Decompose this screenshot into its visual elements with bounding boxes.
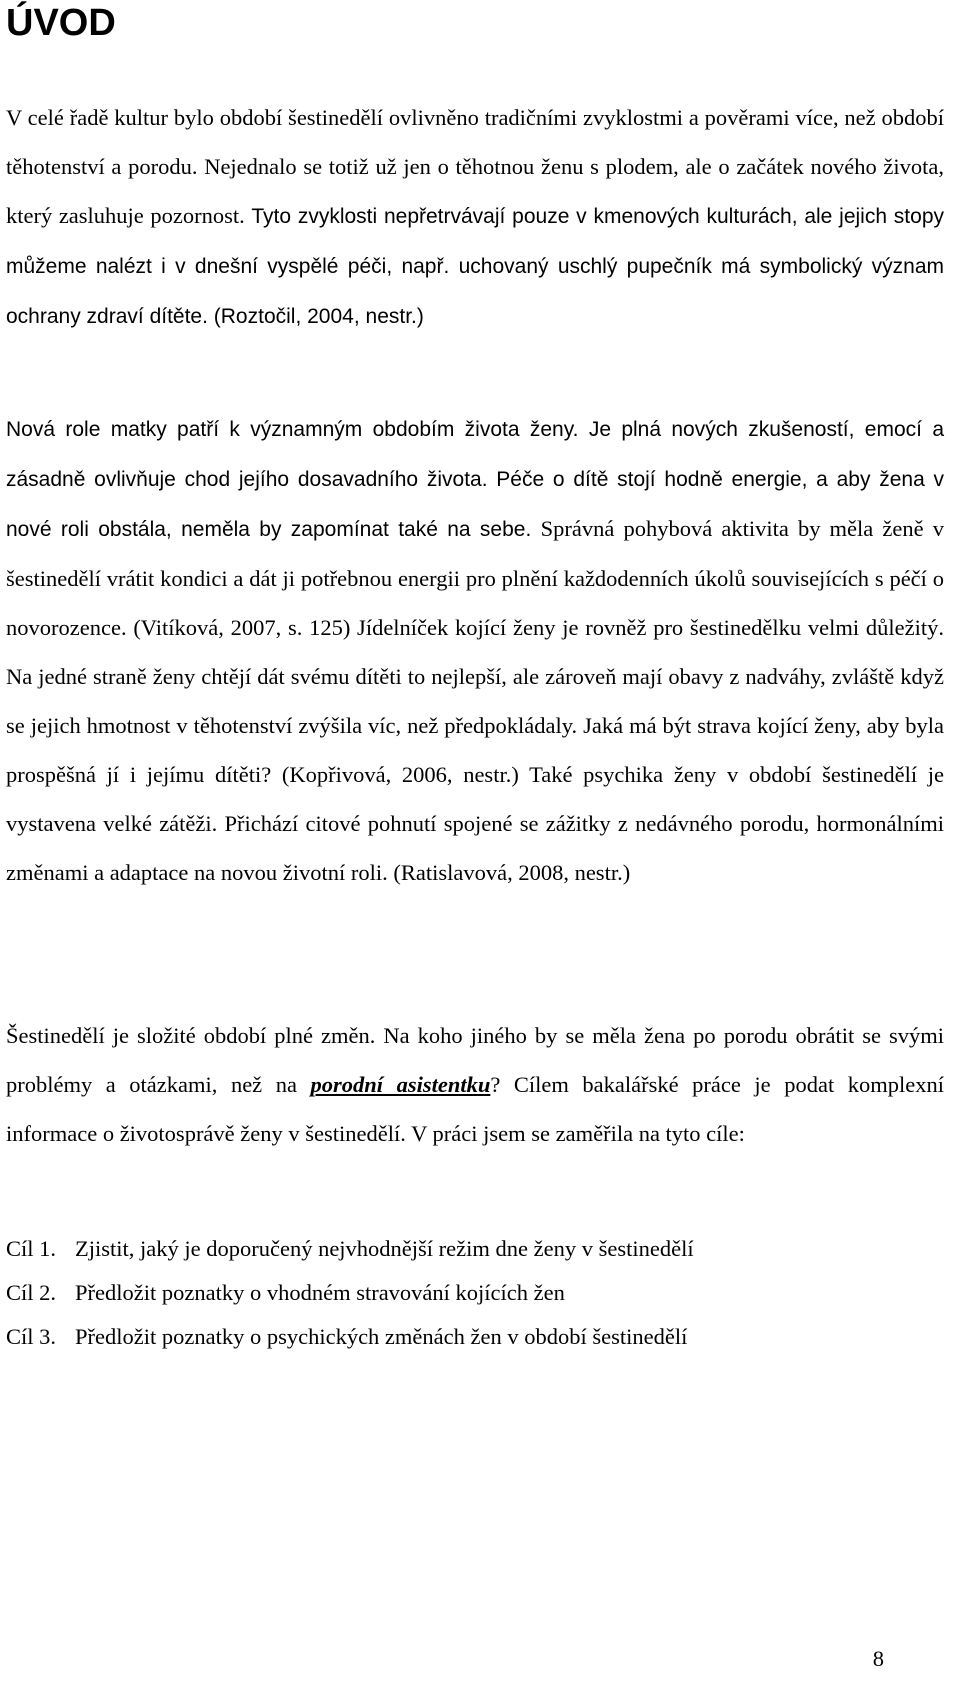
goals-list <box>6 1227 694 1359</box>
chapter-heading: ÚVOD <box>6 2 116 44</box>
goal-item <box>6 1271 694 1315</box>
paragraph-motherhood-sans-text: Nová role matky patří k významným obdobím života ženy. Je plná nových zkušeností, emocí a zásadně ovlivňuje chod jejího dosavadního života. Péče o dítě stojí hodně energie, a aby žena v nové roli obstála, neměla by zapomínat také na sebe. <box>6 418 944 541</box>
goal-text: Předložit poznatky o vhodném stravování kojících žen <box>75 1280 565 1305</box>
paragraph-aims-emphasis: porodní asistentku <box>310 1072 491 1097</box>
page-number: 8 <box>872 1646 884 1671</box>
goal-item <box>6 1315 694 1359</box>
paragraph-aims-text-before: Šestinedělí je složité období plné změn. Na koho jiného by se měla žena po porodu obrátit se svými problémy a otázkami, než na <box>6 1023 944 1097</box>
paragraph-motherhood-serif-text: Správná pohybová aktivita by měla ženě v šestinedělí vrátit kondici a dát ji potřebnou energii pro plnění každodenních úkolů souvisejících s péčí o novorozence. (Vitíková, 2007, s. 125) Jídelníček kojící ženy je rovněž pro šestinedělku velmi důležitý. Na jedné straně ženy chtějí dát svému dítěti to nejlepší, ale zároveň mají obavy z nadváhy, zvláště když se jejich hmotnost v těhotenství zvýšila víc, než předpokládaly. Jaká má být strava kojící ženy, aby byla prospěšná jí i jejímu dítěti? (Kopřivová, 2006, nestr.) Také psychika ženy v období šestinedělí je vystavena velké zátěži. Přichází citové pohnutí spojené se zážitky z nedávného porodu, hormonálními změnami a adaptace na novou životní roli. (Ratislavová, 2008, nestr.) <box>6 516 944 885</box>
paragraph-intro-sans-text: Tyto zvyklosti nepřetrvávají pouze v kmenových kulturách, ale jejich stopy můžeme nalézt i v dnešní vyspělé péči, např. uchovaný uschlý pupečník má symbolický význam ochrany zdraví dítěte. (Roztočil, 2004, nestr.) <box>6 205 945 328</box>
paragraph-aims <box>6 1011 944 1158</box>
goal-number: Cíl 1. <box>6 1236 57 1261</box>
paragraph-intro <box>6 93 944 341</box>
paragraph-motherhood <box>6 404 944 897</box>
paragraph-aims-text-after: ? Cílem bakalářské práce je podat komplexní informace o životosprávě ženy v šestinedělí. V práci jsem se zaměřila na tyto cíle: <box>6 1072 944 1146</box>
goal-number: Cíl 3. <box>6 1324 57 1349</box>
goal-text: Předložit poznatky o psychických změnách žen v období šestinedělí <box>75 1324 688 1349</box>
goal-item <box>6 1227 694 1271</box>
paragraph-intro-serif-text: V celé řadě kultur bylo období šestinedělí ovlivněno tradičními zvyklostmi a pověrami více, než období těhotenství a porodu. Nejednalo se totiž už jen o těhotnou ženu s plodem, ale o začátek nového života, který zasluhuje pozornost. <box>6 105 944 228</box>
goal-text: Zjistit, jaký je doporučený nejvhodnější režim dne ženy v šestinedělí <box>75 1236 694 1261</box>
goal-number: Cíl 2. <box>6 1280 57 1305</box>
